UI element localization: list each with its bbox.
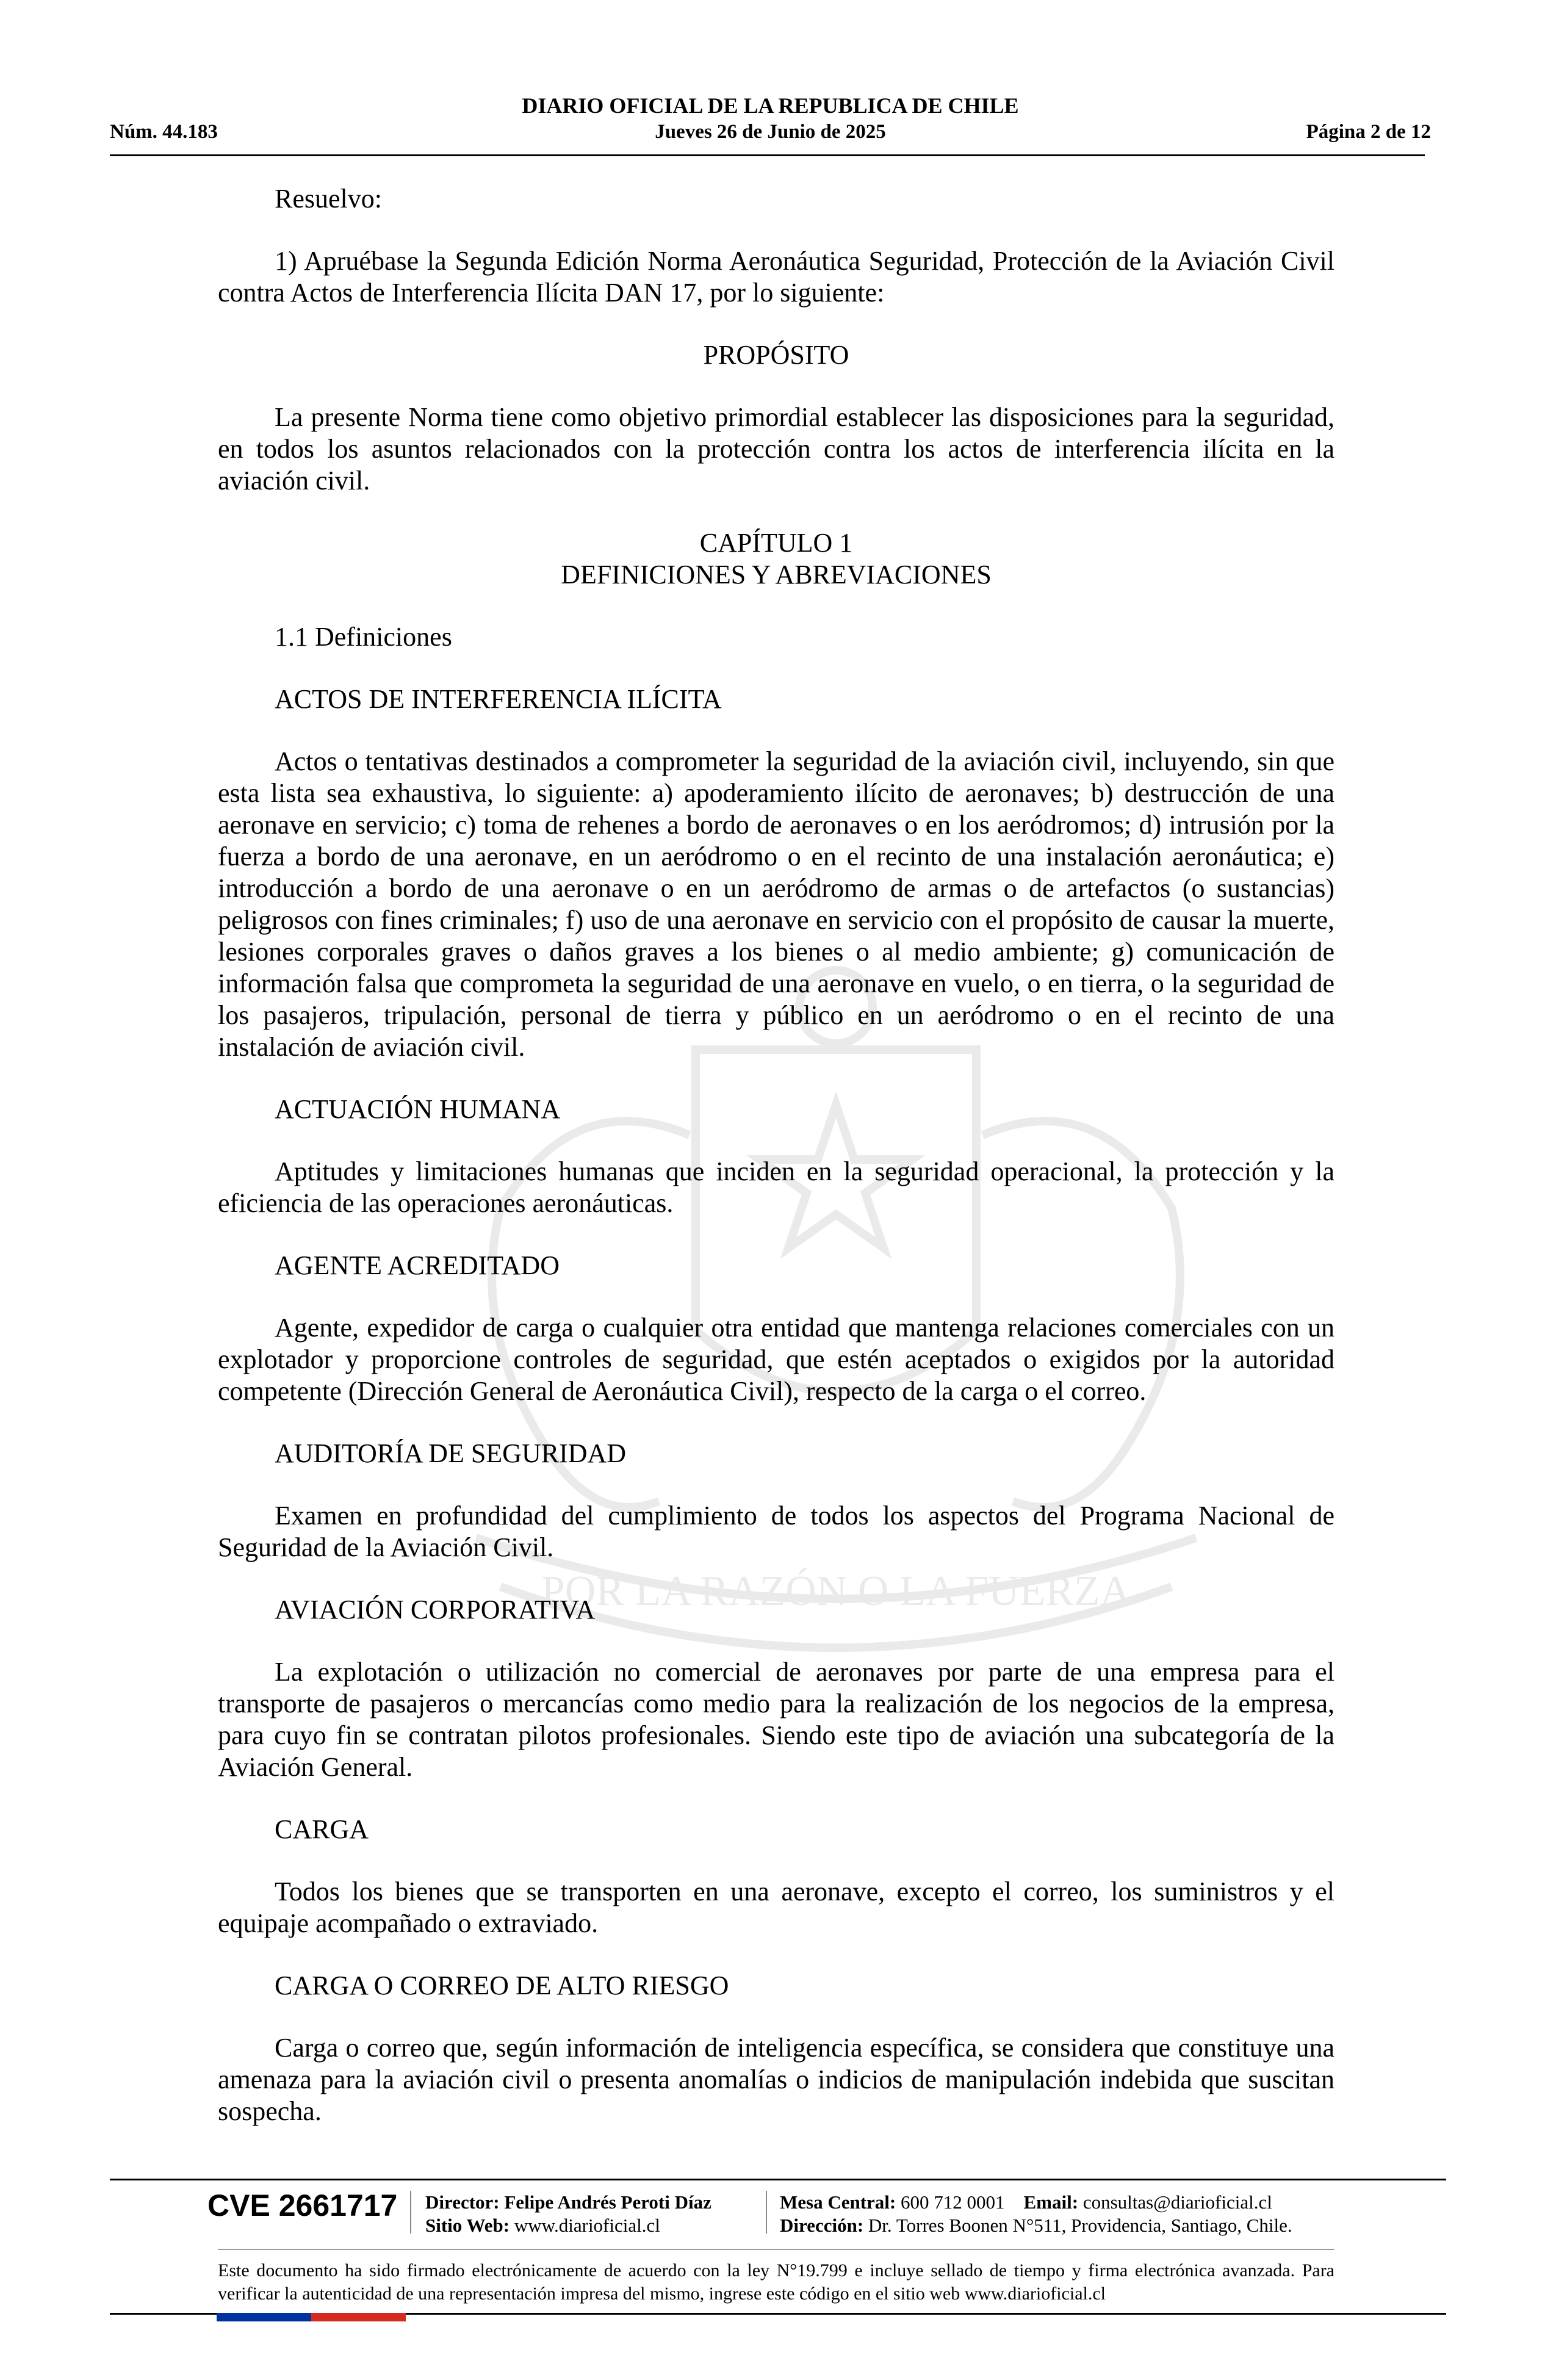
definition-text: Aptitudes y limitaciones humanas que inciden en la seguridad operacional, la protección y la eficiencia de las operaciones aeronáuticas.	[218, 1156, 1334, 1218]
definition-term: ACTOS DE INTERFERENCIA ILÍCITA	[275, 684, 722, 714]
definition-term: AUDITORÍA DE SEGURIDAD	[275, 1438, 627, 1468]
footer-separator	[766, 2191, 767, 2234]
director-label: Director:	[425, 2191, 500, 2213]
definition-term: CARGA O CORREO DE ALTO RIESGO	[275, 1971, 729, 2000]
definition-term: CARGA	[275, 1814, 369, 1844]
flag-stripe-red	[311, 2313, 406, 2321]
proposito-heading: PROPÓSITO	[703, 340, 849, 370]
chapter-title: DEFINICIONES Y ABREVIACIONES	[561, 560, 992, 590]
footer-rule-top	[110, 2179, 1446, 2180]
signature-note: Este documento ha sido firmado electrónicamente de acuerdo con la ley N°19.799 e incluye sellado de tiempo y firma electrónica avanzada. Para verificar la autenticidad de una representación impresa del mismo, ingrese este código en el sitio web www.diarioficial.cl	[218, 2260, 1334, 2304]
definition-text: Examen en profundidad del cumplimiento de todos los aspectos del Programa Nacional de Seguridad de la Aviación Civil.	[218, 1501, 1334, 1562]
page-header	[110, 93, 1431, 160]
proposito-text: La presente Norma tiene como objetivo primordial establecer las disposiciones para la seguridad, en todos los asuntos relacionados con la protección contra los actos de interferencia ilícita en la aviación civil.	[218, 402, 1334, 496]
resuelvo-line: Resuelvo:	[275, 184, 382, 214]
footer-director-block	[425, 2191, 711, 2237]
cve-code: CVE 2661717	[207, 2188, 398, 2223]
address-value: Dr. Torres Boonen N°511, Providencia, Santiago, Chile.	[868, 2215, 1292, 2236]
chapter-number: CAPÍTULO 1	[699, 528, 853, 558]
mesa-phone: 600 712 0001	[901, 2191, 1005, 2213]
page-number: Página 2 de 12	[1306, 121, 1431, 143]
publication-title: DIARIO OFICIAL DE LA REPUBLICA DE CHILE	[522, 93, 1019, 118]
definition-term: AVIACIÓN CORPORATIVA	[275, 1595, 596, 1625]
definition-text: Carga o correo que, según información de inteligencia específica, se considera que constituye una amenaza para la aviación civil o presenta anomalías o indicios de manipulación indebida que suscitan sospecha.	[218, 2033, 1334, 2126]
document-body	[218, 183, 1334, 2127]
email-label: Email:	[1023, 2191, 1079, 2213]
web-link[interactable]: www.diarioficial.cl	[514, 2215, 660, 2236]
email-link[interactable]: consultas@diarioficial.cl	[1082, 2191, 1272, 2213]
issue-number: Núm. 44.183	[110, 121, 218, 143]
definition-text: Agente, expedidor de carga o cualquier otra entidad que mantenga relaciones comerciales con un explotador y proporcione controles de seguridad, que estén aceptados o exigidos por la autoridad competente (Dirección General de Aeronáutica Civil), respecto de la carga o el correo.	[218, 1313, 1334, 1406]
flag-stripe-blue	[217, 2313, 311, 2321]
definition-text: Todos los bienes que se transporten en una aeronave, excepto el correo, los suministros y el equipaje acompañado o extraviado.	[218, 1877, 1334, 1938]
footer-separator	[410, 2191, 411, 2234]
svg-text:POR LA RAZÓN O LA FUERZA: POR LA RAZÓN O LA FUERZA	[541, 1568, 1131, 1615]
director-name: Felipe Andrés Peroti Díaz	[504, 2191, 711, 2213]
section-heading: 1.1 Definiciones	[275, 622, 452, 652]
web-label: Sitio Web:	[425, 2215, 510, 2236]
definition-text: La explotación o utilización no comercial de aeronaves por parte de una empresa para el transporte de pasajeros o mercancías como medio para la realización de los negocios de la empresa, para cuyo fin se contratan pilotos profesionales. Siendo este tipo de aviación una subcategoría de la Aviación General.	[218, 1657, 1334, 1782]
definition-term: AGENTE ACREDITADO	[275, 1250, 560, 1280]
header-rule	[110, 154, 1425, 156]
footer-contact-block	[780, 2191, 1292, 2237]
definition-text: Actos o tentativas destinados a comprometer la seguridad de la aviación civil, incluyendo, sin que esta lista sea exhaustiva, lo siguiente: a) apoderamiento ilícito de aeronaves; b) destrucción de una aeronave en servicio; c) toma de rehenes a bordo de aeronaves o en los aeródromos; d) intrusión por la fuerza a bordo de una aeronave, en un aeródromo o en el recinto de una instalación aeronáutica; e) introducción a bordo de una aeronave o en un aeródromo de armas o de artefactos (o sustancias) peligrosos con fines criminales; f) uso de una aeronave en servicio con el propósito de causar la muerte, lesiones corporales graves o daños graves a los bienes o al medio ambiente; g) comunicación de información falsa que comprometa la seguridad de una aeronave en vuelo, o en tierra, o la seguridad de los pasajeros, tripulación, personal de tierra y público en un aeródromo o en el recinto de una instalación de aviación civil.	[218, 746, 1334, 1062]
address-label: Dirección:	[780, 2215, 864, 2236]
footer-rule-mid	[218, 2249, 1334, 2250]
mesa-label: Mesa Central:	[780, 2191, 896, 2213]
definition-term: ACTUACIÓN HUMANA	[275, 1094, 561, 1124]
item-1: 1) Apruébase la Segunda Edición Norma Aeronáutica Seguridad, Protección de la Aviación Civil contra Actos de Interferencia Ilícita DAN 17, por lo siguiente:	[218, 246, 1334, 308]
issue-date: Jueves 26 de Junio de 2025	[655, 121, 886, 143]
